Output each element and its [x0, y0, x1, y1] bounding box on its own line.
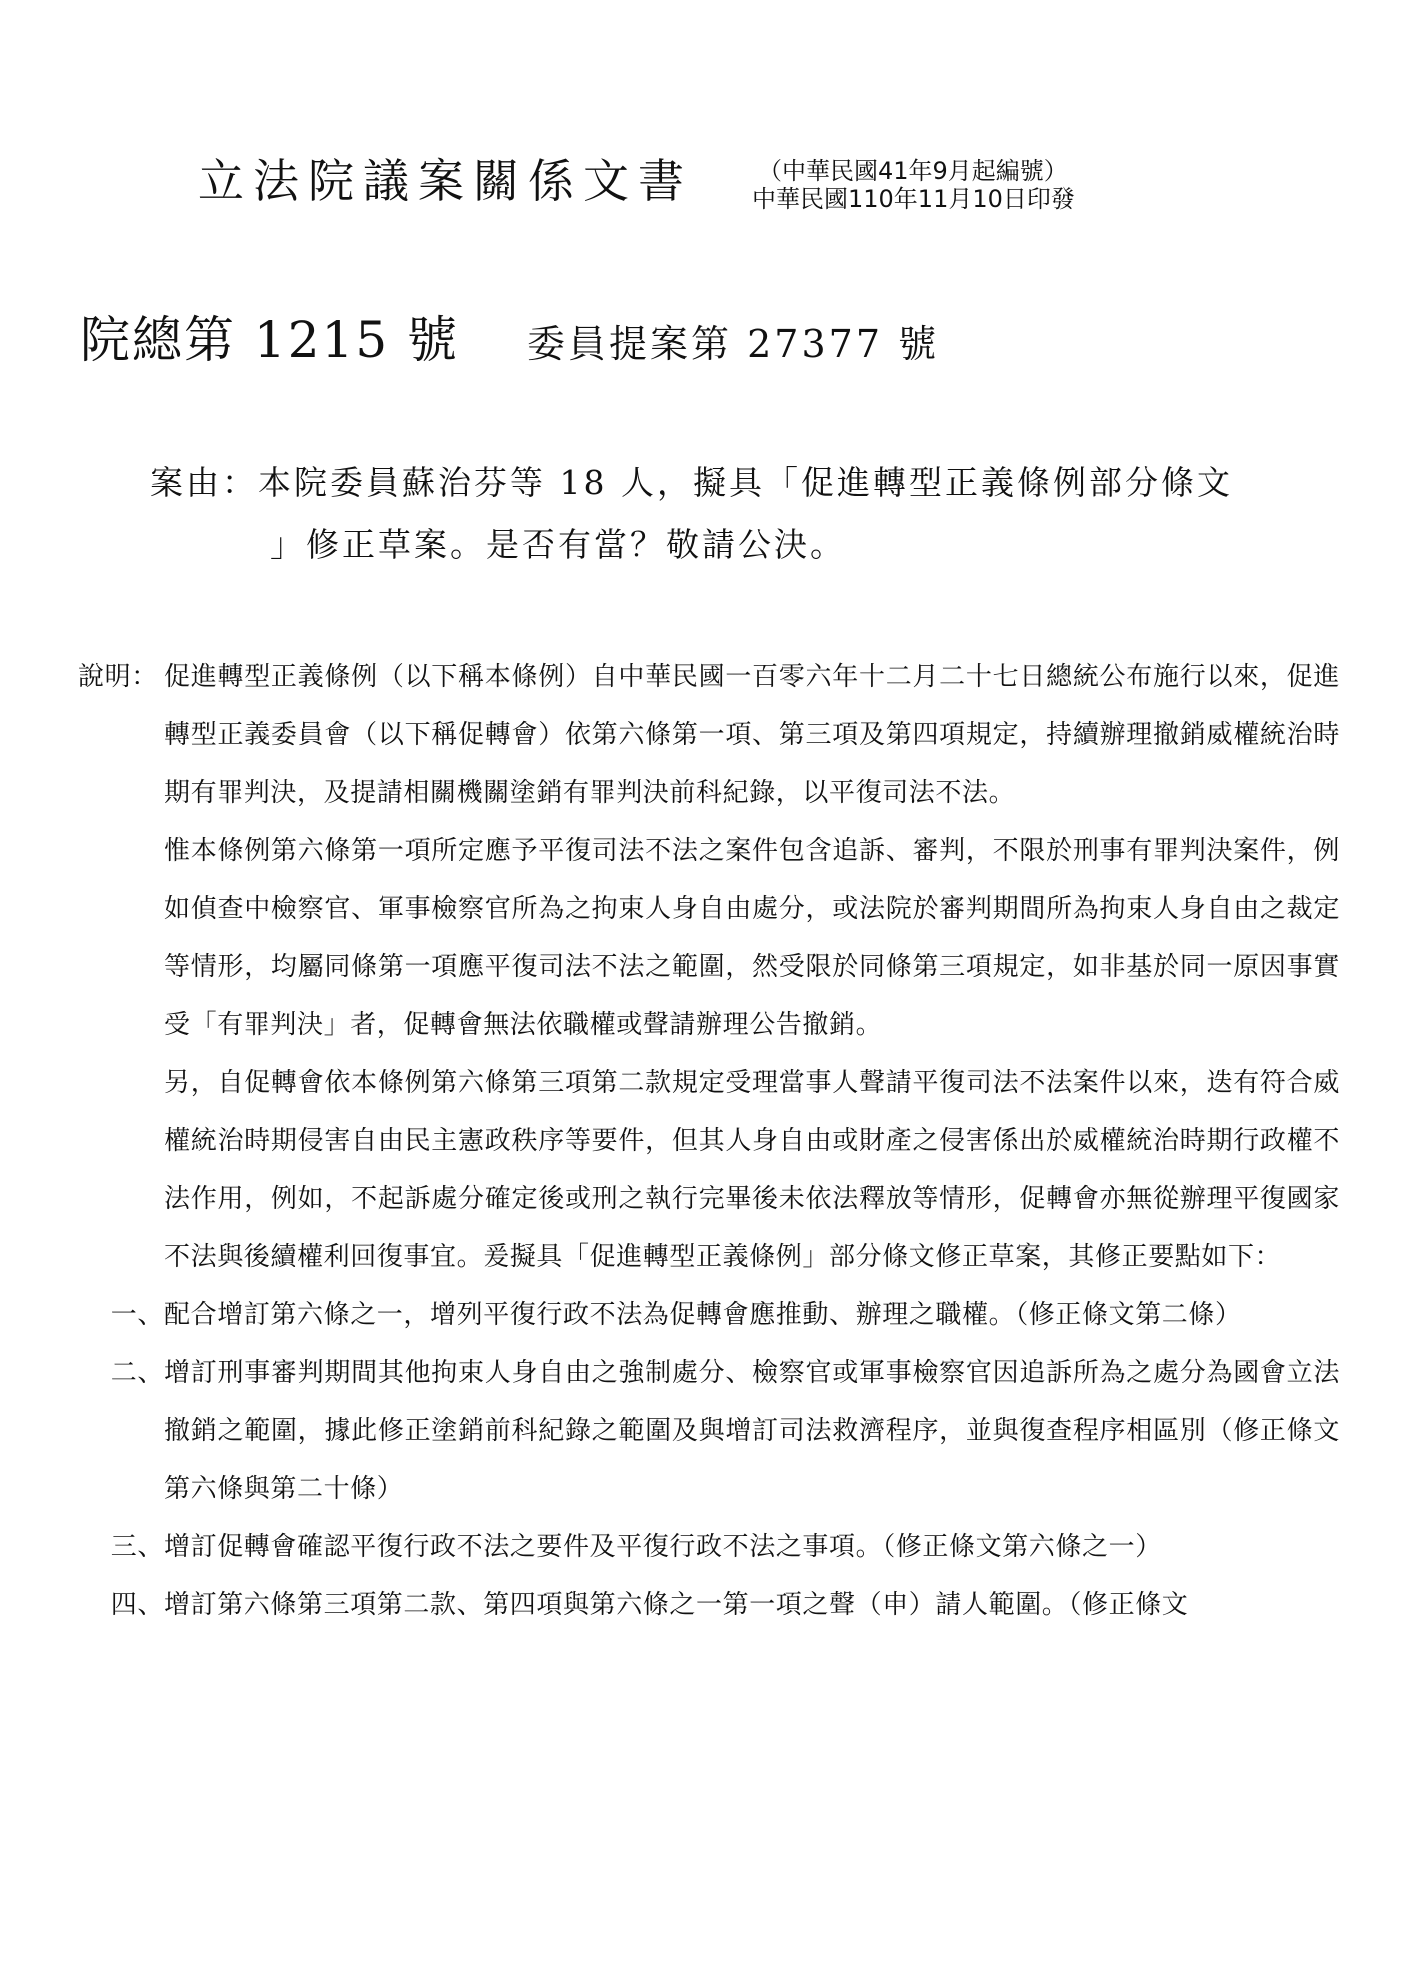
explanation-label: 說明：	[78, 662, 158, 692]
explanation-paragraph: 另，自促轉會依本條例第六條第三項第二款規定受理當事人聲請平復司法不法案件以來，迭有符合威權統治時期侵害自由民主憲政秩序等要件，但其人身自由或財產之侵害係出於威權統治時期行政權不法作用，例如，不起訴處分確定後或刑之執行完畢後未依法釋放等情形，促轉會亦無從辦理平復國家不法與後續權利回復事宜。爰擬具「促進轉型正義條例」部分條文修正草案，其修正要點如下：	[164, 1068, 1340, 1272]
amendment-points-list	[78, 1286, 1340, 1634]
point-number: 一、	[110, 1300, 164, 1330]
subject-label: 案由：	[150, 463, 258, 502]
list-item	[78, 1576, 1340, 1634]
list-item	[78, 1344, 1340, 1518]
explanation-paragraph: 促進轉型正義條例（以下稱本條例）自中華民國一百零六年十二月二十七日總統公布施行以來，促進轉型正義委員會（以下稱促轉會）依第六條第一項、第三項及第四項規定，持續辦理撤銷威權統治時期有罪判決，及提請相關機關塗銷有罪判決前科紀錄，以平復司法不法。	[164, 662, 1340, 808]
point-text: 增訂第六條第三項第二款、第四項與第六條之一第一項之聲（申）請人範圍。（修正條文	[164, 1590, 1189, 1620]
list-item	[78, 1518, 1340, 1576]
point-text: 配合增訂第六條之一，增列平復行政不法為促轉會應推動、辦理之職權。（修正條文第二條）	[164, 1300, 1242, 1330]
point-text: 增訂刑事審判期間其他拘束人身自由之強制處分、檢察官或軍事檢察官因追訴所為之處分為國會立法撤銷之範圍，據此修正塗銷前科紀錄之範圍及與增訂司法救濟程序，並與復查程序相區別（修正條文第六條與第二十條）	[164, 1358, 1340, 1504]
serial-note: （中華民國41年9月起編號）	[758, 157, 1068, 185]
point-number: 二、	[110, 1358, 164, 1388]
yuan-zong-number: 院總第 1215 號	[80, 311, 460, 369]
point-number: 四、	[110, 1590, 164, 1620]
point-text: 增訂促轉會確認平復行政不法之要件及平復行政不法之事項。（修正條文第六條之一）	[164, 1532, 1162, 1562]
explanation-section	[78, 648, 1340, 1634]
document-numbers	[80, 305, 939, 387]
print-date: 中華民國110年11月10日印發	[752, 185, 1075, 213]
point-number: 三、	[110, 1532, 164, 1562]
list-item	[78, 1286, 1340, 1344]
subject-line-1: 本院委員蘇治芬等 18 人，擬具「促進轉型正義條例部分條文	[258, 463, 1233, 502]
subject-section	[150, 452, 1340, 576]
explanation-paragraph: 惟本條例第六條第一項所定應予平復司法不法之案件包含追訴、審判，不限於刑事有罪判決案件，例如偵查中檢察官、軍事檢察官所為之拘束人身自由處分，或法院於審判期間所為拘束人身自由之裁定等情形，均屬同條第一項應平復司法不法之範圍，然受限於同條第三項規定，如非基於同一原因事實受「有罪判決」者，促轉會無法依職權或聲請辦理公告撤銷。	[164, 836, 1340, 1040]
subject-line-2: 」修正草案。是否有當？敬請公決。	[270, 525, 846, 564]
document-meta	[752, 157, 1075, 213]
member-proposal-number: 委員提案第 27377 號	[527, 322, 940, 366]
document-title: 立法院議案關係文書	[198, 154, 693, 208]
